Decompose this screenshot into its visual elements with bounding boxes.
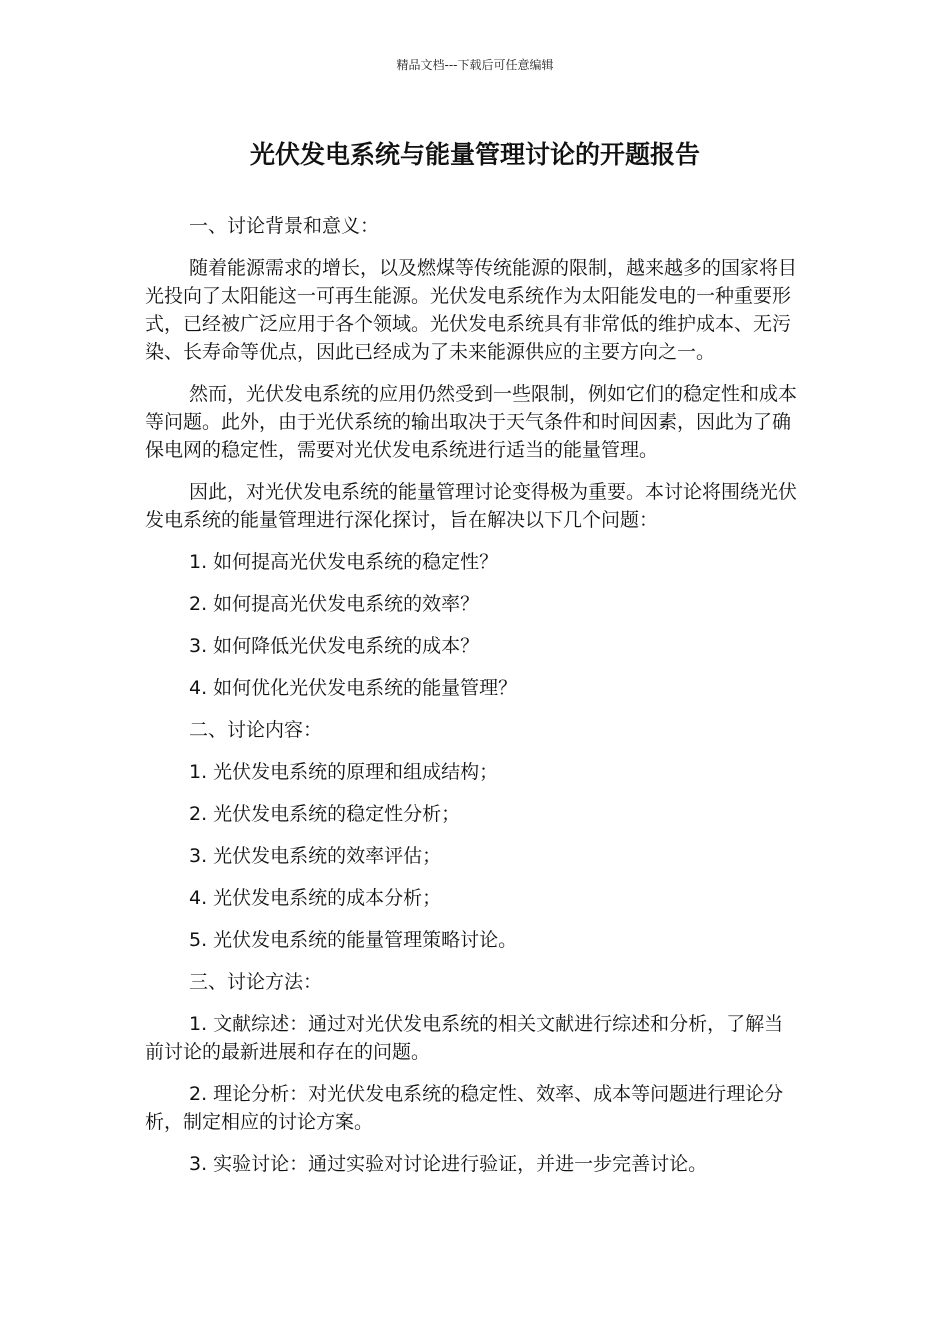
list-item-content-4: 4. 光伏发电系统的成本分析； (189, 887, 442, 909)
list-item-content-2: 2. 光伏发电系统的稳定性分析； (189, 803, 461, 825)
list-item-question-3: 3. 如何降低光伏发电系统的成本？ (189, 635, 480, 657)
list-item-question-4: 4. 如何优化光伏发电系统的能量管理？ (189, 677, 518, 699)
paragraph-limitations: 然而，光伏发电系统的应用仍然受到一些限制，例如它们的稳定性和成本等问题。此外，由于光伏系统的输出取决于天气条件和时间因素，因此为了确保电网的稳定性，需要对光伏发电系统进行适当的能量管理。 (145, 383, 798, 461)
paragraph-importance: 因此，对光伏发电系统的能量管理讨论变得极为重要。本讨论将围绕光伏发电系统的能量管理进行深化探讨，旨在解决以下几个问题： (145, 481, 798, 531)
section-heading-methods: 三、讨论方法： (189, 971, 323, 993)
list-item-content-5: 5. 光伏发电系统的能量管理策略讨论。 (189, 929, 518, 951)
list-item-method-2: 2. 理论分析：对光伏发电系统的稳定性、效率、成本等问题进行理论分析，制定相应的讨论方案。 (145, 1083, 784, 1133)
list-item-method-3: 3. 实验讨论：通过实验对讨论进行验证，并进一步完善讨论。 (189, 1153, 708, 1175)
list-item-content-1: 1. 光伏发电系统的原理和组成结构； (189, 761, 499, 783)
list-item-content-3: 3. 光伏发电系统的效率评估； (189, 845, 442, 867)
paragraph-background: 随着能源需求的增长，以及燃煤等传统能源的限制，越来越多的国家将目光投向了太阳能这一可再生能源。光伏发电系统作为太阳能发电的一种重要形式，已经被广泛应用于各个领域。光伏发电系统具有非常低的维护成本、无污染、长寿命等优点，因此已经成为了未来能源供应的主要方向之一。 (145, 257, 798, 363)
section-heading-background: 一、讨论背景和意义： (189, 215, 380, 237)
section-heading-content: 二、讨论内容： (189, 719, 323, 741)
list-item-question-1: 1. 如何提高光伏发电系统的稳定性？ (189, 551, 499, 573)
list-item-question-2: 2. 如何提高光伏发电系统的效率？ (189, 593, 480, 615)
document-title: 光伏发电系统与能量管理讨论的开题报告 (249, 140, 700, 169)
document-body (145, 212, 797, 1192)
page-header: 精品文档---下载后可任意编辑 (396, 58, 554, 72)
list-item-method-1: 1. 文献综述：通过对光伏发电系统的相关文献进行综述和分析，了解当前讨论的最新进展和存在的问题。 (145, 1013, 784, 1063)
